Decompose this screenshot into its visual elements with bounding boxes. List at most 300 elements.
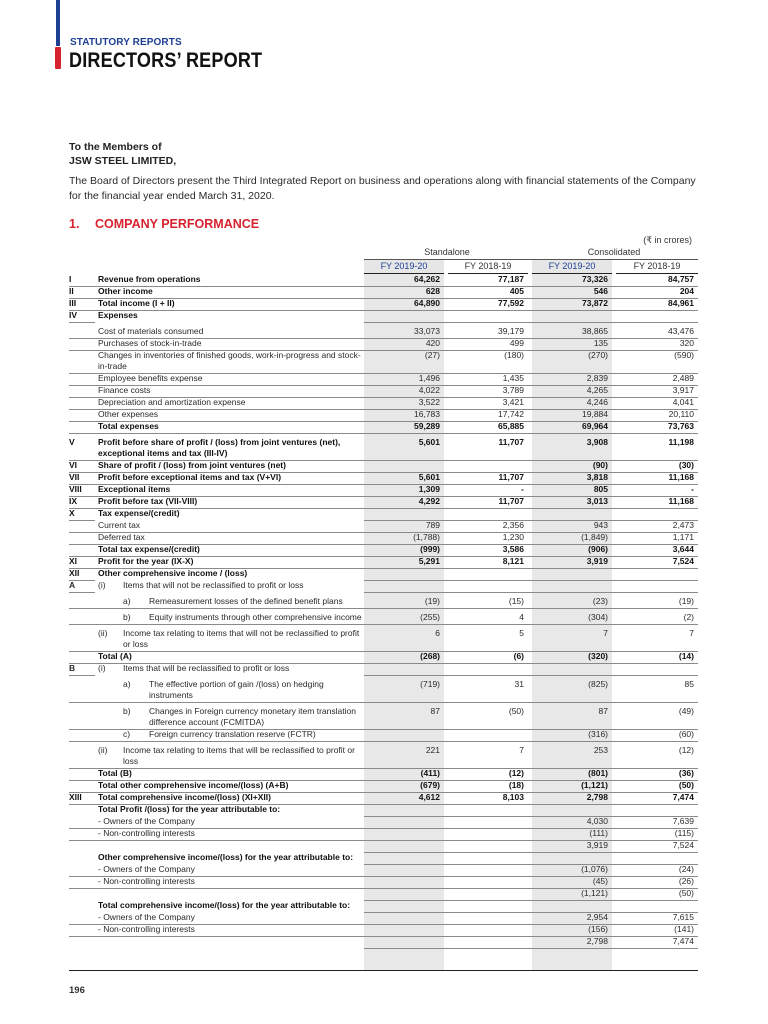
section-number: 1. <box>69 217 80 231</box>
row-description <box>98 816 362 828</box>
row-label: Changes in Foreign currency monetary item translation difference account (FCMITDA) <box>149 706 356 727</box>
table-row <box>69 326 698 338</box>
value-consolidated-current: 546 <box>593 286 608 296</box>
value-consolidated-previous: 1,171 <box>672 532 694 542</box>
value-consolidated-current: (320) <box>588 651 608 661</box>
row-label: Changes in inventories of finished goods, work-in-progress and stock-in-trade <box>98 350 361 371</box>
row-number: V <box>69 437 75 447</box>
row-label: Deferred tax <box>98 532 145 542</box>
value-standalone-current: 5,601 <box>418 437 440 447</box>
value-consolidated-current: 7 <box>603 628 608 638</box>
value-standalone-current: (411) <box>420 768 440 778</box>
row-label: Total Profit /(loss) for the year attributable to: <box>98 804 281 814</box>
row-description <box>98 484 362 496</box>
value-standalone-current: 221 <box>425 745 440 755</box>
table-row <box>69 936 698 948</box>
table-row <box>69 409 698 421</box>
value-consolidated-previous: 7,474 <box>672 936 694 946</box>
value-consolidated-previous: 20,110 <box>668 409 694 419</box>
table-row <box>69 286 698 298</box>
table-row <box>69 924 698 936</box>
row-description <box>98 792 362 804</box>
table-row <box>69 745 698 768</box>
row-label: - Owners of the Company <box>98 864 195 874</box>
value-standalone-current: 789 <box>425 520 440 530</box>
value-standalone-current: (679) <box>420 780 440 790</box>
value-standalone-previous: 11,707 <box>498 472 524 482</box>
value-standalone-previous: 31 <box>514 679 524 689</box>
value-consolidated-current: 87 <box>598 706 608 716</box>
row-label: Share of profit / (loss) from joint ventures (net) <box>98 460 286 470</box>
value-standalone-current: (268) <box>420 651 440 661</box>
value-consolidated-previous: (19) <box>678 596 694 606</box>
row-item-marker: (i) <box>98 663 106 673</box>
table-row <box>69 298 698 310</box>
table-row <box>69 876 698 888</box>
value-standalone-current: 4,612 <box>418 792 440 802</box>
table-bottom-rule <box>69 970 698 971</box>
table-row <box>69 274 698 286</box>
table-row <box>69 421 698 433</box>
row-description <box>98 729 362 741</box>
value-consolidated-previous: (24) <box>678 864 694 874</box>
value-standalone-previous: 499 <box>509 338 524 348</box>
table-row <box>69 350 698 373</box>
group-header-standalone: Standalone <box>364 247 530 260</box>
row-label: Profit before tax (VII-VIII) <box>98 496 198 506</box>
value-consolidated-current: 943 <box>593 520 608 530</box>
value-standalone-previous: (15) <box>508 596 524 606</box>
value-standalone-current: 3,522 <box>418 397 440 407</box>
value-consolidated-current: 3,908 <box>586 437 608 447</box>
row-description <box>98 496 362 508</box>
row-item-marker: b) <box>123 706 131 716</box>
row-number: XI <box>69 556 78 566</box>
row-label: - Non-controlling interests <box>98 828 195 838</box>
row-label: Equity instruments through other comprehensive income <box>149 612 362 622</box>
table-row <box>69 496 698 508</box>
value-consolidated-previous: 7,524 <box>672 556 694 566</box>
value-standalone-current: (19) <box>424 596 440 606</box>
row-description <box>98 804 362 816</box>
table-row <box>69 792 698 804</box>
value-consolidated-previous: 84,961 <box>668 298 694 308</box>
value-standalone-current: 6 <box>435 628 440 638</box>
row-label: Purchases of stock-in-trade <box>98 338 202 348</box>
value-standalone-previous: 3,421 <box>502 397 524 407</box>
group-header-consolidated: Consolidated <box>530 247 698 260</box>
value-standalone-previous: - <box>521 484 524 494</box>
row-description <box>98 912 362 924</box>
value-consolidated-previous: (49) <box>678 706 694 716</box>
row-item-marker: b) <box>123 612 131 622</box>
table-row <box>69 373 698 385</box>
value-consolidated-current: (906) <box>588 544 608 554</box>
value-standalone-previous: (18) <box>508 780 524 790</box>
value-consolidated-previous: 4,041 <box>672 397 694 407</box>
value-consolidated-previous: (12) <box>678 745 694 755</box>
row-description <box>98 780 362 792</box>
section-heading <box>69 217 259 231</box>
row-description <box>98 900 362 912</box>
row-description <box>98 828 362 840</box>
value-standalone-current: 628 <box>425 286 440 296</box>
row-label: Other comprehensive income/(loss) for the year attributable to: <box>98 852 354 862</box>
table-row <box>69 556 698 568</box>
salutation-line-1: To the Members of <box>69 141 162 153</box>
row-description <box>98 373 362 385</box>
row-description <box>98 421 362 433</box>
row-number: XII <box>69 568 80 578</box>
value-consolidated-current: 2,954 <box>586 912 608 922</box>
table-row <box>69 628 698 651</box>
value-standalone-current: 16,783 <box>414 409 440 419</box>
value-consolidated-current: (1,076) <box>581 864 608 874</box>
row-label: Total comprehensive income/(loss) for the year attributable to: <box>98 900 351 910</box>
value-standalone-previous: 1,230 <box>502 532 524 542</box>
value-consolidated-previous: 7,524 <box>672 840 694 850</box>
section-title: COMPANY PERFORMANCE <box>95 217 260 231</box>
row-description <box>98 924 362 936</box>
value-consolidated-current: 3,818 <box>586 472 608 482</box>
table-row <box>69 729 698 741</box>
row-number: IX <box>69 496 78 506</box>
row-description <box>98 520 362 532</box>
row-label: Revenue from operations <box>98 274 201 284</box>
row-description <box>98 274 362 286</box>
value-consolidated-current: (1,121) <box>581 888 608 898</box>
row-number: II <box>69 286 74 296</box>
row-label: Total tax expense/(credit) <box>98 544 200 554</box>
table-row <box>69 840 698 852</box>
table-row <box>69 568 698 580</box>
row-number: VI <box>69 460 78 470</box>
value-consolidated-previous: - <box>691 484 694 494</box>
value-standalone-current: 5,291 <box>418 556 440 566</box>
value-consolidated-previous: (14) <box>678 651 694 661</box>
page-title: DIRECTORS’ REPORT <box>69 49 263 72</box>
value-standalone-previous: 8,121 <box>502 556 524 566</box>
row-label: Finance costs <box>98 385 151 395</box>
row-description <box>98 350 362 373</box>
row-description <box>98 745 362 768</box>
value-standalone-previous: 11,707 <box>498 496 524 506</box>
value-consolidated-current: 135 <box>593 338 608 348</box>
intro-paragraph: The Board of Directors present the Third Integrated Report on business and operations along with financial statements of the Company for the financial year ended March 31, 2020. <box>69 175 696 202</box>
row-description <box>98 385 362 397</box>
row-label: Items that will be reclassified to profit or loss <box>123 663 290 673</box>
value-consolidated-previous: 43,476 <box>668 326 694 336</box>
row-description <box>98 544 362 556</box>
value-consolidated-previous: (60) <box>678 729 694 739</box>
row-label: - Non-controlling interests <box>98 876 195 886</box>
value-standalone-previous: (12) <box>508 768 524 778</box>
row-item-marker: a) <box>123 679 131 689</box>
value-standalone-current: 64,262 <box>414 274 440 284</box>
table-row <box>69 460 698 472</box>
year-header-consolidated-current: FY 2019-20 <box>532 260 612 274</box>
year-header-consolidated-previous: FY 2018-19 <box>616 260 698 274</box>
row-label: Income tax relating to items that will be reclassified to profit or loss <box>123 745 355 766</box>
row-description <box>98 840 362 852</box>
row-label: Foreign currency translation reserve (FCTR) <box>149 729 316 739</box>
row-label: Income tax relating to items that will not be reclassified to profit or loss <box>123 628 360 649</box>
row-description <box>98 580 362 592</box>
salutation <box>69 140 176 168</box>
value-consolidated-current: 4,246 <box>586 397 608 407</box>
row-description <box>98 679 362 702</box>
page-number: 196 <box>69 985 85 996</box>
table-row <box>69 912 698 924</box>
value-consolidated-previous: (590) <box>674 350 694 360</box>
value-consolidated-current: (90) <box>592 460 608 470</box>
row-description <box>98 556 362 568</box>
table-row <box>69 532 698 544</box>
row-label: - Owners of the Company <box>98 816 195 826</box>
table-row <box>69 310 698 322</box>
value-consolidated-previous: (50) <box>678 888 694 898</box>
row-description <box>98 437 362 460</box>
table-row <box>69 900 698 912</box>
value-consolidated-previous: 11,168 <box>668 496 694 506</box>
value-consolidated-previous: 204 <box>679 286 694 296</box>
row-description <box>98 472 362 484</box>
row-label: Current tax <box>98 520 141 530</box>
row-label: Items that will not be reclassified to profit or loss <box>123 580 304 590</box>
row-description <box>98 612 362 624</box>
value-consolidated-previous: 2,489 <box>672 373 694 383</box>
value-consolidated-previous: 7,615 <box>672 912 694 922</box>
value-consolidated-current: 805 <box>593 484 608 494</box>
table-row <box>69 484 698 496</box>
row-description <box>98 596 362 608</box>
value-standalone-previous: 11,707 <box>498 437 524 447</box>
value-standalone-current: (1,788) <box>413 532 440 542</box>
year-header-standalone-current: FY 2019-20 <box>364 260 444 274</box>
row-label: Other expenses <box>98 409 159 419</box>
units-note: (₹ in crores) <box>643 235 692 245</box>
value-consolidated-current: 69,964 <box>582 421 608 431</box>
table-row <box>69 544 698 556</box>
row-description <box>98 864 362 876</box>
value-consolidated-current: 3,919 <box>586 840 608 850</box>
row-item-marker: (ii) <box>98 745 108 755</box>
value-standalone-previous: 17,742 <box>498 409 524 419</box>
row-number: VIII <box>69 484 82 494</box>
row-label: - Owners of the Company <box>98 912 195 922</box>
row-label: Cost of materials consumed <box>98 326 204 336</box>
row-number: A <box>69 580 76 590</box>
value-standalone-previous: 3,789 <box>502 385 524 395</box>
table-row <box>69 864 698 876</box>
table-row <box>69 612 698 624</box>
row-description <box>98 532 362 544</box>
table-row <box>69 816 698 828</box>
row-label: - Non-controlling interests <box>98 924 195 934</box>
header-title-marker <box>55 47 61 69</box>
value-consolidated-previous: 320 <box>679 338 694 348</box>
value-standalone-current: (999) <box>420 544 440 554</box>
value-consolidated-previous: 3,644 <box>672 544 694 554</box>
row-label: Expenses <box>98 310 138 320</box>
value-consolidated-previous: 2,473 <box>672 520 694 530</box>
row-item-marker: a) <box>123 596 131 606</box>
value-standalone-current: (27) <box>424 350 440 360</box>
value-consolidated-current: (801) <box>588 768 608 778</box>
row-number: X <box>69 508 75 518</box>
row-label: Exceptional items <box>98 484 171 494</box>
row-item-marker: (ii) <box>98 628 108 638</box>
row-label: Profit before share of profit / (loss) from joint ventures (net), exceptional items and tax (III-IV) <box>98 437 341 458</box>
value-standalone-current: 33,073 <box>414 326 440 336</box>
row-description <box>98 888 362 900</box>
value-consolidated-previous: (50) <box>678 780 694 790</box>
value-consolidated-previous: 11,168 <box>668 472 694 482</box>
row-description <box>98 876 362 888</box>
value-standalone-current: 4,292 <box>418 496 440 506</box>
value-consolidated-current: (23) <box>592 596 608 606</box>
value-standalone-current: 1,496 <box>418 373 440 383</box>
value-consolidated-previous: (2) <box>683 612 694 622</box>
row-label: Total (B) <box>98 768 132 778</box>
table-row <box>69 679 698 702</box>
value-standalone-previous: 77,187 <box>498 274 524 284</box>
value-standalone-current: 5,601 <box>418 472 440 482</box>
value-consolidated-current: 38,865 <box>582 326 608 336</box>
financial-table <box>69 274 698 948</box>
table-row <box>69 385 698 397</box>
value-consolidated-current: 2,798 <box>586 936 608 946</box>
value-consolidated-previous: (141) <box>674 924 694 934</box>
row-description <box>98 460 362 472</box>
table-row <box>69 651 698 663</box>
value-standalone-previous: 77,592 <box>498 298 524 308</box>
value-standalone-current: (255) <box>420 612 440 622</box>
row-description <box>98 326 362 338</box>
row-label: Tax expense/(credit) <box>98 508 180 518</box>
row-number: VII <box>69 472 80 482</box>
value-consolidated-current: (304) <box>588 612 608 622</box>
value-consolidated-previous: 7 <box>689 628 694 638</box>
row-description <box>98 286 362 298</box>
row-description <box>98 768 362 780</box>
year-header-standalone-previous: FY 2018-19 <box>448 260 528 274</box>
row-description <box>98 310 362 322</box>
value-consolidated-current: 2,798 <box>586 792 608 802</box>
table-row <box>69 663 698 675</box>
row-description <box>98 298 362 310</box>
row-label: Total expenses <box>98 421 159 431</box>
value-consolidated-current: (316) <box>588 729 608 739</box>
value-consolidated-current: 73,326 <box>582 274 608 284</box>
value-consolidated-previous: 3,917 <box>672 385 694 395</box>
table-row <box>69 804 698 816</box>
value-consolidated-previous: 73,763 <box>668 421 694 431</box>
value-standalone-current: 4,022 <box>418 385 440 395</box>
value-consolidated-current: (825) <box>588 679 608 689</box>
value-consolidated-current: 4,030 <box>586 816 608 826</box>
table-row <box>69 437 698 460</box>
row-description <box>98 397 362 409</box>
value-consolidated-current: 3,919 <box>586 556 608 566</box>
value-consolidated-current: 2,839 <box>586 373 608 383</box>
value-consolidated-previous: 7,639 <box>672 816 694 826</box>
table-row <box>69 888 698 900</box>
value-standalone-current: 59,289 <box>414 421 440 431</box>
row-label: Employee benefits expense <box>98 373 203 383</box>
row-label: Total income (I + II) <box>98 298 175 308</box>
row-number: III <box>69 298 77 308</box>
table-row <box>69 580 698 592</box>
value-consolidated-current: (45) <box>592 876 608 886</box>
row-number: I <box>69 274 72 284</box>
value-consolidated-current: (156) <box>588 924 608 934</box>
value-consolidated-current: 73,872 <box>582 298 608 308</box>
row-item-marker: (i) <box>98 580 106 590</box>
value-standalone-previous: (180) <box>504 350 524 360</box>
table-row <box>69 768 698 780</box>
value-standalone-current: 1,309 <box>418 484 440 494</box>
row-label: Total (A) <box>98 651 132 661</box>
value-standalone-previous: 39,179 <box>498 326 524 336</box>
value-consolidated-current: (1,121) <box>581 780 608 790</box>
value-consolidated-current: (270) <box>588 350 608 360</box>
row-description <box>98 852 362 864</box>
table-row <box>69 508 698 520</box>
value-consolidated-previous: (115) <box>674 828 694 838</box>
row-label: Other income <box>98 286 153 296</box>
value-consolidated-previous: (30) <box>678 460 694 470</box>
row-description <box>98 508 362 520</box>
table-row <box>69 596 698 608</box>
value-consolidated-previous: 85 <box>684 679 694 689</box>
value-consolidated-current: 3,013 <box>586 496 608 506</box>
value-consolidated-previous: (36) <box>678 768 694 778</box>
row-label: Profit before exceptional items and tax (V+VI) <box>98 472 282 482</box>
row-number: IV <box>69 310 78 320</box>
table-row <box>69 397 698 409</box>
row-description <box>98 338 362 350</box>
value-standalone-previous: 1,435 <box>502 373 524 383</box>
table-row <box>69 780 698 792</box>
value-standalone-previous: 5 <box>519 628 524 638</box>
table-row <box>69 852 698 864</box>
value-consolidated-current: 253 <box>593 745 608 755</box>
value-consolidated-previous: (26) <box>678 876 694 886</box>
value-standalone-previous: 65,885 <box>498 421 524 431</box>
value-consolidated-current: 19,884 <box>582 409 608 419</box>
value-standalone-previous: 4 <box>519 612 524 622</box>
row-description <box>98 663 362 675</box>
table-row <box>69 338 698 350</box>
salutation-line-2: JSW STEEL LIMITED, <box>69 155 177 167</box>
row-label: Profit for the year (IX-X) <box>98 556 194 566</box>
value-consolidated-previous: 11,198 <box>668 437 694 447</box>
value-standalone-previous: 8,103 <box>502 792 524 802</box>
row-item-marker: c) <box>123 729 131 739</box>
value-standalone-previous: 2,356 <box>502 520 524 530</box>
value-standalone-current: (719) <box>420 679 440 689</box>
row-number: B <box>69 663 76 673</box>
row-label: Remeasurement losses of the defined benefit plans <box>149 596 343 606</box>
value-standalone-previous: (50) <box>508 706 524 716</box>
table-row <box>69 520 698 532</box>
value-standalone-previous: 7 <box>519 745 524 755</box>
row-label: Other comprehensive income / (loss) <box>98 568 248 578</box>
header-accent-bar <box>56 0 60 46</box>
table-row <box>69 472 698 484</box>
row-description <box>98 651 362 663</box>
